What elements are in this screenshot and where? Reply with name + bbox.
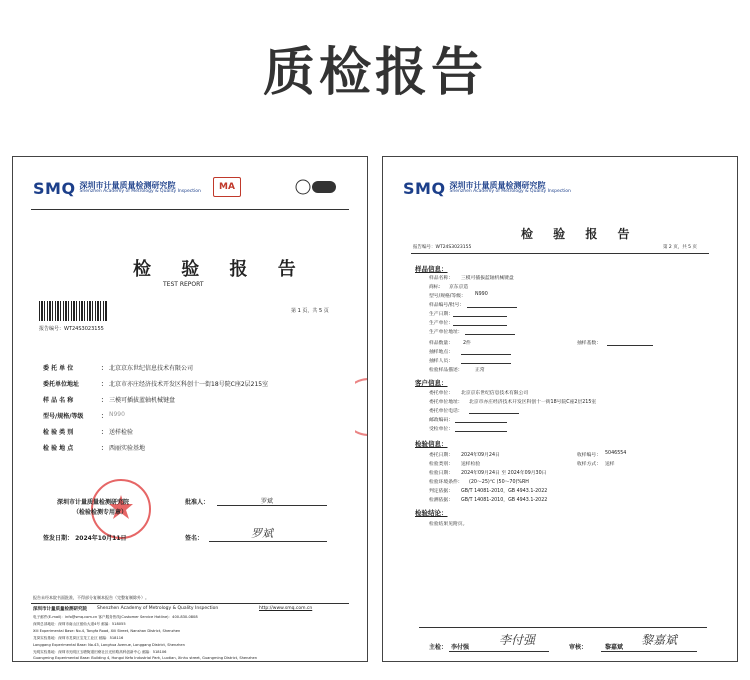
report-cover-page: SMQ 深圳市计量质量检测研究院 Shenzhen Academy of Metrology & Quality Inspection MA 检 验 报 告 TEST REPORT 报告编号：WT24S3023155 第 1 页，共 5 页 委 托 单 位 ： 北京京东世纪信息技术有限公司 委托单位地址 ： 北京市亦庄经济技术开发区科创十一街18号院C座2层215室 样 品 名 称 ： 三模可插拔蓝轴机械键盘 型号/规格/等级 ： N990 检 验 类 别 ： 送样检验 检 验 地 点 ： 西丽实验基地 深圳市计量质量检测研究院 （检验检测专用章） 签发日期： 2024年10月11日 批准人： 罗斌 签名： 罗斌 报告未经本院书面批准，不得部分复制本报告（完整复制除外）。 深圳市计量质量检测研究院 Shenzhen Academy of Metrology & Quality Inspection http://www.smq.com.cn 电子邮件(E-mail)：info@smq.com.cn 客户服务热线(Customer Service Hotline)：400-830-0808 深圳总部地址：深圳市南山区留仙大道4号 邮编：518055 Xili Experimental Base: No.4, Tongfa Road, Xili Street, Nanshan District, Shenzhen 龙岗实验基地：深圳市龙岗区宝龙工业区 邮编：518116 Longgang Experimental Base: No.43, Longhua Avenue, Longgang District, Shenzhen 光明实验基地：深圳市光明区玉塘街道田寮社区光侨路高科创新中心 邮编：518106 Guangming Experimental Base: Building 4, Hongxi Kefa Industrial Park, Luotian, Xinhu street, Guangming District, Shenzhen xyxy=(12,156,368,662)
header-rule xyxy=(411,253,709,254)
reviewer-label: 审核： xyxy=(569,644,588,651)
logo-en: Shenzhen Academy of Metrology & Quality Inspection xyxy=(449,189,571,195)
approver-name: 罗斌 xyxy=(261,498,274,505)
field-label: 样 品 名 称 xyxy=(43,397,74,404)
field-label: 检验类别： xyxy=(429,462,453,467)
receive-mode-label: 收样方式： xyxy=(577,462,601,467)
sample-base-label: 抽样基数： xyxy=(577,341,601,346)
smq-logo xyxy=(403,179,571,198)
field-label: 委托单位地址 xyxy=(43,381,80,388)
field-label: 样品名称： xyxy=(429,276,453,281)
logo-en: Shenzhen Academy of Metrology & Quality Inspection xyxy=(79,189,201,195)
report-subtitle: TEST REPORT xyxy=(163,281,204,288)
field-value: 送样检验 xyxy=(109,429,134,436)
section-conclusion: 检验结论： xyxy=(415,509,448,517)
field-label: 检 验 类 别 xyxy=(43,429,74,436)
report-number: 报告编号：WT24S3023155 xyxy=(413,245,472,250)
receive-no: 5046554 xyxy=(605,451,627,456)
conclusion: 检验结果见附页。 xyxy=(429,522,468,527)
field-label: 委托单位电话： xyxy=(429,409,463,414)
field-value: 三模可插拔蓝轴机械键盘 xyxy=(461,276,514,281)
footer-line: Guangming Experimental Base: Building 4, Hongxi Kefa Industrial Park, Luotian, Xinhu street, Guangming District, Shenzhen xyxy=(33,656,258,660)
field-label: 检验样品描述： xyxy=(429,368,463,373)
field-value: (20～25)℃ (50～70)%RH xyxy=(469,480,529,485)
receive-no-label: 收样编号： xyxy=(577,453,601,458)
field-label: 邮政编码： xyxy=(429,418,453,423)
barcode xyxy=(39,301,107,321)
page-info: 第 2 页，共 5 页 xyxy=(663,245,697,250)
cma-mark-icon: MA xyxy=(213,177,241,197)
field-label: 样品编号/批号： xyxy=(429,303,465,308)
field-value: 北京京东世纪信息技术有限公司 xyxy=(109,365,194,372)
inspector-signature: 李付强 xyxy=(499,633,536,647)
page-title: 质检报告 xyxy=(262,43,487,103)
field-value: 2024年09月24日 至 2024年09月30日 xyxy=(461,471,547,476)
field-value: 2件 xyxy=(463,341,471,346)
smq-mark: SMQ xyxy=(403,179,446,198)
footer-line: Longgang Experimental Base: No.43, Longhua Avenue, Longgang District, Shenzhen xyxy=(33,643,185,647)
footer-org-en: Shenzhen Academy of Metrology & Quality Inspection xyxy=(97,606,219,611)
field-label: 委托单位： xyxy=(429,391,453,396)
footer-note: 报告未经本院书面批准，不得部分复制本报告（完整复制除外）。 xyxy=(33,595,149,600)
org-name: 深圳市计量质量检测研究院 xyxy=(57,499,130,506)
field-value: 京东京造 xyxy=(449,285,469,290)
field-label: 受检单位： xyxy=(429,427,453,432)
smq-logo xyxy=(33,179,201,198)
field-value: 2024年09月24日 xyxy=(461,453,500,458)
footer-rule xyxy=(419,627,707,628)
page-info: 第 1 页，共 5 页 xyxy=(291,308,329,314)
field-label: 委 托 单 位 xyxy=(43,365,74,372)
signature: 罗斌 xyxy=(251,527,273,540)
receive-mode: 送样 xyxy=(605,462,615,467)
footer-line: Xili Experimental Base: No.4, Tongfa Road, Xili Street, Nanshan District, Shenzhen xyxy=(33,629,181,633)
header-rule xyxy=(31,209,349,210)
field-label: 生产日期： xyxy=(429,312,453,317)
field-value: N990 xyxy=(109,411,125,418)
footer-org: 深圳市计量质量检测研究院 xyxy=(33,607,87,612)
field-label: 检 验 地 点 xyxy=(43,445,74,452)
field-label: 生产单位地址： xyxy=(429,330,463,335)
field-value: 北京市亦庄经济技术开发区科创十一街18号院C座2层215室 xyxy=(469,400,597,405)
field-value: 送样检验 xyxy=(461,462,481,467)
field-label: 抽样人员： xyxy=(429,359,453,364)
report-title: 检 验 报 告 xyxy=(133,259,308,280)
footer-line: 电子邮件(E-mail)：info@smq.com.cn 客户服务热线(Customer Service Hotline)：400-830-0808 xyxy=(33,615,198,619)
field-label: 委托日期： xyxy=(429,453,453,458)
footer-line: 龙岗实验基地：深圳市龙岗区宝龙工业区 邮编：518116 xyxy=(33,636,124,640)
field-label: 判定依据： xyxy=(429,489,453,494)
report-detail-page xyxy=(382,156,738,662)
sign-label: 签名： xyxy=(185,535,204,542)
field-value: GB/T 14081-2010，GB 4943.1-2022 xyxy=(461,498,548,503)
section-sample: 样品信息： xyxy=(415,265,448,273)
footer-url[interactable]: http://www.smq.com.cn xyxy=(259,606,313,611)
section-test: 检验信息： xyxy=(415,440,448,448)
org-sub: （检验检测专用章） xyxy=(73,509,128,516)
footer-rule xyxy=(31,603,349,604)
field-label: 检测依据： xyxy=(429,498,453,503)
report-title: 检 验 报 告 xyxy=(521,227,638,241)
field-label: 生产单位： xyxy=(429,321,453,326)
field-label: 商标： xyxy=(429,285,444,290)
reviewer-name: 黎嘉斌 xyxy=(605,644,624,651)
field-label: 样品数量： xyxy=(429,341,453,346)
field-label: 型号/规格/等级 xyxy=(43,413,84,420)
footer-line: 深圳总部地址：深圳市南山区留仙大道4号 邮编：518055 xyxy=(33,622,126,626)
approver-label: 批准人： xyxy=(185,499,210,506)
cnas-mark-icon xyxy=(295,179,351,197)
field-value: 三模可插拔蓝轴机械键盘 xyxy=(109,397,176,404)
field-value: 北京京东世纪信息技术有限公司 xyxy=(461,391,529,396)
footer-line: 光明实验基地：深圳市光明区玉塘街道田寮社区光侨路高科创新中心 邮编：518106 xyxy=(33,650,167,654)
field-label: 型号/规格/等级： xyxy=(429,294,466,299)
field-value: 西丽实验基地 xyxy=(109,445,146,452)
edge-seal-icon xyxy=(355,377,368,437)
field-value: 正常 xyxy=(475,368,485,373)
field-value: 北京市亦庄经济技术开发区科创十一街18号院C座2层215室 xyxy=(109,381,269,388)
field-label: 检验环境条件： xyxy=(429,480,463,485)
reviewer-signature: 黎嘉斌 xyxy=(641,633,678,647)
field-label: 检验日期： xyxy=(429,471,453,476)
smq-mark: SMQ xyxy=(33,179,76,198)
field-value: N990 xyxy=(475,292,488,297)
report-number: 报告编号：WT24S3023155 xyxy=(39,326,104,332)
field-label: 委托单位地址： xyxy=(429,400,463,405)
inspector-name: 李付强 xyxy=(451,644,470,651)
section-client: 客户信息： xyxy=(415,379,448,387)
logo-cn: 深圳市计量质量检测研究院 xyxy=(79,180,176,190)
inspector-label: 主检： xyxy=(429,644,448,651)
logo-cn: 深圳市计量质量检测研究院 xyxy=(449,180,546,190)
field-value: GB/T 14081-2010，GB 4943.1-2022 xyxy=(461,489,548,494)
issue-date: 签发日期： 2024年10月11日 xyxy=(43,535,127,542)
field-label: 抽样地点： xyxy=(429,350,453,355)
